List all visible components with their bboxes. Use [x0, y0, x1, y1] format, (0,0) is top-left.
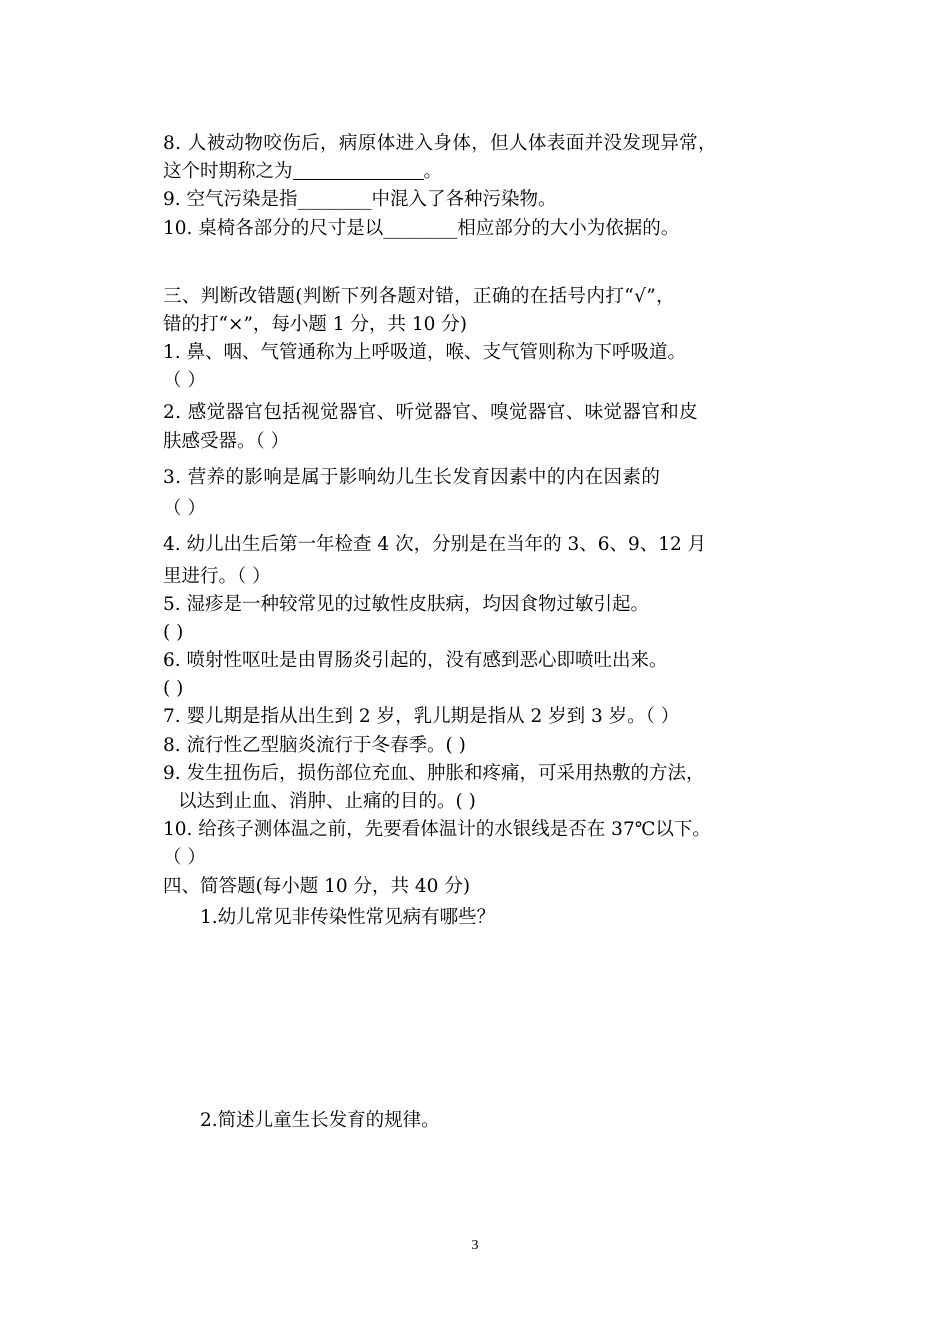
answer-blank[interactable] [293, 159, 424, 180]
tf-line: 4. 幼儿出生后第一年检查 4 次，分别是在当年的 3、6、9、12 月 [163, 534, 707, 555]
tf-line: 9. 发生扭伤后，损伤部位充血、肿胀和疼痛，可采用热敷的方法， [163, 763, 705, 784]
tf-line: 5. 湿疹是一种较常见的过敏性皮肤病，均因食物过敏引起。 [163, 594, 650, 615]
tf-line: 1. 鼻、咽、气管通称为上呼吸道，喉、支气管则称为下呼吸道。 [163, 342, 687, 363]
answer-bracket[interactable]: （ ） [163, 847, 206, 868]
short-answer-q1: 1.幼儿常见非传染性常见病有哪些？ [200, 907, 496, 928]
answer-bracket[interactable]: ( ) [163, 622, 184, 643]
fill-in-q9-prefix: 9. 空气污染是指 [163, 189, 298, 210]
tf-line: 3. 营养的影响是属于影响幼儿生长发育因素中的内在因素的 [163, 467, 661, 488]
tf-line: 8. 流行性乙型脑炎流行于冬春季。( ) [163, 735, 466, 756]
tf-line: 里进行。（ ） [163, 566, 271, 587]
answer-bracket[interactable]: ( ) [163, 678, 184, 699]
fill-in-q8-line2 [163, 157, 442, 187]
tf-line: 肤感受器。（ ） [163, 431, 290, 452]
fill-in-q9 [163, 185, 557, 215]
section4-heading: 四、简答题(每小题 10 分，共 40 分) [163, 876, 471, 897]
fill-in-q8-prefix: 这个时期称之为 [163, 161, 293, 182]
fill-in-q8-suffix: 。 [423, 161, 443, 182]
fill-in-q9-blank[interactable]: ________ [297, 189, 372, 210]
fill-in-q10: 10. 桌椅各部分的尺寸是以________相应部分的大小为依据的。 [163, 218, 680, 239]
tf-line: 2. 感觉器官包括视觉器官、听觉器官、嗅觉器官、味觉器官和皮 [163, 402, 699, 423]
tf-line: 10. 给孩子测体温之前，先要看体温计的水银线是否在 37℃以下。 [163, 819, 711, 840]
answer-bracket[interactable]: （ ） [163, 370, 206, 391]
tf-line: 以达到止血、消肿、止痛的目的。( ) [178, 791, 476, 812]
fill-in-q8-line1: 8. 人被动物咬伤后，病原体进入身体，但人体表面并没发现异常， [163, 133, 717, 154]
section3-heading-line1: 三、判断改错题(判断下列各题对错，正确的在括号内打“√”， [163, 286, 676, 307]
tf-line: 6. 喷射性呕吐是由胃肠炎引起的，没有感到恶心即喷吐出来。 [163, 650, 668, 671]
fill-in-q9-suffix: 中混入了各种污染物。 [371, 189, 557, 210]
tf-line: 7. 婴儿期是指从出生到 2 岁，乳儿期是指从 2 岁到 3 岁。（ ） [163, 706, 680, 727]
answer-area-q1[interactable] [200, 940, 760, 1100]
answer-bracket[interactable]: （ ） [163, 498, 206, 519]
short-answer-q2: 2.简述儿童生长发育的规律。 [200, 1110, 440, 1131]
section3-heading-line2: 错的打“×”，每小题 1 分，共 10 分) [163, 314, 467, 335]
page-number: 3 [471, 1238, 479, 1253]
answer-area-q2[interactable] [200, 1142, 760, 1222]
